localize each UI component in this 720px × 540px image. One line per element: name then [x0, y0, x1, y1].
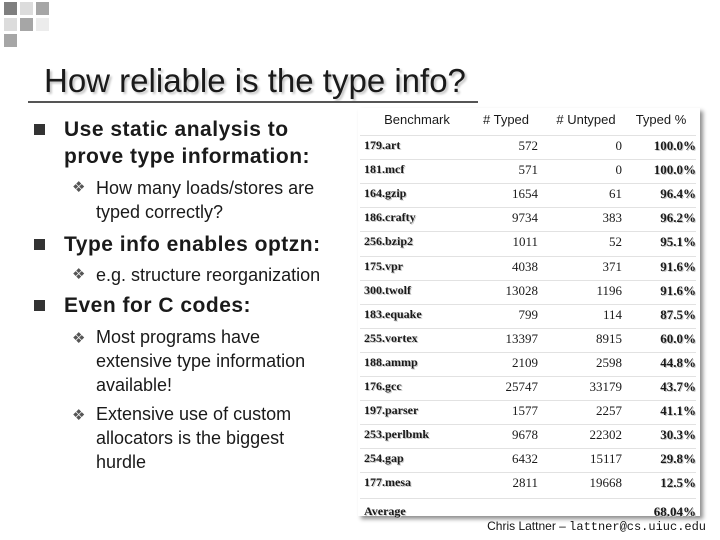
cell-benchmark: 175.vpr [364, 258, 403, 273]
row-divider [360, 256, 696, 257]
diamond-bullet-icon: ❖ [72, 329, 86, 347]
title-underline [28, 101, 478, 103]
cell-untyped: 52 [609, 234, 622, 250]
cell-typed: 799 [518, 306, 538, 322]
cell-untyped: 0 [615, 162, 622, 178]
row-divider [360, 135, 696, 136]
row-divider [360, 424, 696, 425]
cell-untyped: 19668 [589, 475, 622, 491]
cell-benchmark: 188.ammp [364, 354, 418, 369]
cell-benchmark: 177.mesa [364, 475, 411, 490]
average-value: 68.04% [653, 503, 696, 519]
cell-benchmark: 256.bzip2 [364, 234, 414, 249]
cell-untyped: 15117 [589, 451, 622, 467]
cell-typed: 1654 [512, 186, 538, 202]
cell-typed-pct: 91.6% [660, 258, 696, 274]
cell-typed: 6432 [512, 451, 538, 467]
cell-typed: 25747 [505, 379, 538, 394]
cell-untyped: 114 [602, 306, 622, 322]
sub-bullet-custom-allocators: Extensive use of custom allocators is the biggest hurdle [96, 404, 292, 472]
cell-benchmark: 181.mcf [364, 162, 405, 177]
bullet-type-info-optzn: Type info enables optzn: [64, 233, 321, 256]
cell-benchmark: 186.crafty [364, 210, 416, 225]
cell-typed-pct: 30.3% [660, 427, 696, 443]
row-divider [360, 159, 696, 160]
cell-typed: 9734 [512, 210, 538, 226]
corner-square-5 [20, 18, 33, 31]
cell-typed: 572 [518, 138, 538, 153]
footer-email: lattner@cs.uiuc.edu [569, 520, 706, 534]
cell-typed: 571 [518, 162, 538, 178]
cell-typed-pct: 41.1% [660, 403, 696, 419]
cell-typed: 13397 [505, 330, 538, 346]
cell-typed: 4038 [512, 258, 538, 274]
cell-typed: 13028 [505, 282, 538, 298]
square-bullet-icon [34, 124, 45, 135]
bullet-static-analysis: Use static analysis to prove type information: [64, 118, 311, 168]
cell-typed-pct: 60.0% [660, 330, 696, 346]
row-divider [360, 207, 696, 208]
header-typed: # Typed [482, 112, 530, 127]
cell-typed: 1577 [512, 403, 538, 419]
type-info-table [358, 108, 700, 519]
bullet-c-codes: Even for C codes: [64, 294, 252, 317]
corner-square-2 [20, 2, 33, 15]
cell-benchmark: 300.twolf [364, 282, 411, 297]
row-divider [360, 400, 696, 401]
cell-untyped: 2598 [596, 354, 622, 370]
cell-typed: 2109 [512, 354, 538, 370]
cell-benchmark: 176.gcc [364, 379, 402, 393]
row-divider [360, 231, 696, 232]
square-bullet-icon [34, 300, 45, 311]
cell-benchmark: 253.perlbmk [364, 427, 430, 442]
cell-typed-pct: 100.0% [653, 138, 696, 153]
row-divider [360, 498, 696, 499]
row-divider [360, 472, 696, 473]
row-divider [360, 183, 696, 184]
cell-benchmark: 254.gap [364, 451, 404, 466]
row-divider [360, 448, 696, 449]
slide-title: How reliable is the type info? [44, 62, 466, 99]
cell-benchmark: 179.art [364, 138, 401, 152]
cell-typed-pct: 44.8% [660, 354, 696, 370]
cell-typed-pct: 29.8% [660, 451, 696, 467]
sub-bullet-extensive-type-info: Most programs have extensive type information available! [96, 327, 306, 395]
slide-footer [487, 519, 706, 534]
average-label: Average [364, 503, 406, 518]
cell-typed-pct: 96.4% [660, 186, 696, 202]
cell-untyped: 0 [615, 138, 622, 153]
cell-typed-pct: 96.2% [660, 210, 696, 226]
cell-untyped: 33179 [589, 379, 622, 394]
diamond-bullet-icon: ❖ [72, 178, 86, 196]
header-benchmark: Benchmark [384, 112, 450, 127]
row-divider [360, 376, 696, 377]
cell-benchmark: 183.equake [364, 306, 422, 321]
corner-square-4 [4, 18, 17, 31]
corner-square-1 [4, 2, 17, 15]
square-bullet-icon [34, 239, 45, 250]
cell-typed-pct: 87.5% [660, 306, 696, 322]
cell-untyped: 1196 [596, 282, 622, 298]
cell-typed: 2811 [512, 475, 538, 491]
footer-author: Chris Lattner – [487, 519, 570, 533]
diamond-bullet-icon: ❖ [72, 265, 86, 283]
corner-square-7 [36, 18, 49, 31]
cell-untyped: 22302 [589, 427, 622, 443]
row-divider [360, 352, 696, 353]
cell-untyped: 2257 [596, 403, 622, 419]
diamond-bullet-icon: ❖ [72, 406, 86, 424]
cell-untyped: 371 [602, 258, 622, 274]
cell-typed-pct: 91.6% [660, 282, 696, 298]
cell-benchmark: 197.parser [364, 403, 419, 418]
sub-bullet-structure-reorg: e.g. structure reorganization [96, 265, 321, 285]
row-divider [360, 328, 696, 329]
cell-typed: 9678 [512, 427, 538, 443]
header-untyped: # Untyped [556, 112, 616, 127]
cell-typed-pct: 100.0% [653, 162, 696, 178]
cell-typed: 1011 [512, 234, 538, 250]
cell-typed-pct: 12.5% [660, 475, 696, 491]
cell-typed-pct: 43.7% [660, 379, 696, 394]
sub-bullet-loads-stores: How many loads/stores are typed correctly? [96, 178, 315, 222]
cell-typed-pct: 95.1% [660, 234, 696, 250]
cell-untyped: 8915 [596, 330, 622, 346]
corner-square-6 [4, 34, 17, 47]
cell-untyped: 383 [602, 210, 622, 226]
cell-untyped: 61 [609, 186, 622, 202]
header-typed-pct: Typed % [635, 112, 687, 127]
cell-benchmark: 255.vortex [364, 330, 418, 345]
row-divider [360, 304, 696, 305]
corner-square-3 [36, 2, 49, 15]
cell-benchmark: 164.gzip [364, 186, 407, 201]
row-divider [360, 280, 696, 281]
